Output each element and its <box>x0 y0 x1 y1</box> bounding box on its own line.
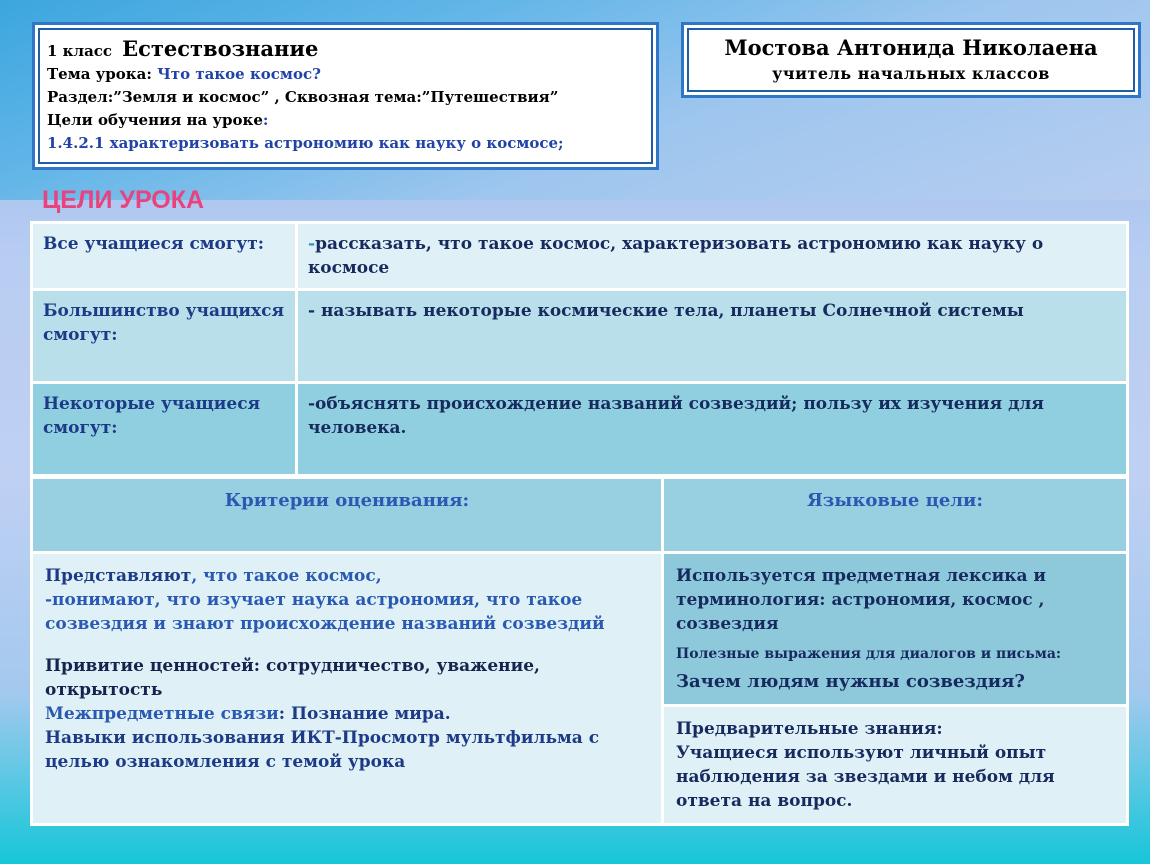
criteria-table <box>30 476 1129 826</box>
who-cell: Большинство учащихся смогут: <box>32 290 297 383</box>
what-cell: -объяснять происхождение названий созвездий; пользу их изучения для человека. <box>297 383 1128 476</box>
goal-row: 1.4.2.1 характеризовать астрономию как науку о космосе; <box>47 134 564 152</box>
grade-subject-row <box>47 37 642 63</box>
criteria-line-1 <box>45 564 649 588</box>
criteria-line-5: Навыки использования ИКТ-Просмотр мультфильма с целью ознакомления с темой урока <box>45 728 600 772</box>
goals-table <box>30 221 1129 477</box>
subject: Естествознание <box>122 36 319 61</box>
criteria-cell <box>32 553 663 825</box>
prior-knowledge-title: Предварительные знания: <box>676 719 943 739</box>
dash: - <box>308 234 316 254</box>
criteria-what-space: , что такое космос, <box>191 566 382 586</box>
who-cell: Некоторые учащиеся смогут: <box>32 383 297 476</box>
goals-heading: ЦЕЛИ УРОКА <box>42 186 205 214</box>
language-goals-cell <box>663 553 1128 706</box>
criteria-line-3: Привитие ценностей: сотрудничество, уважение, открытость <box>45 656 540 700</box>
what-text: рассказать, что такое космос, характеризовать астрономию как науку о космосе <box>308 234 1044 278</box>
question-text: Зачем людям нужны созвездия? <box>676 671 1025 692</box>
goals-label: Цели обучения на уроке <box>47 111 263 129</box>
prior-knowledge-cell <box>663 706 1128 825</box>
goals-label-row <box>47 109 642 132</box>
criteria-line-4 <box>45 702 649 726</box>
section-row: Раздел:”Земля и космос” , Сквозная тема:”Путешествия” <box>47 88 559 106</box>
table-row <box>32 290 1128 383</box>
what-cell: - называть некоторые космические тела, планеты Солнечной системы <box>297 290 1128 383</box>
language-goals-header: Языковые цели: <box>663 478 1128 553</box>
interdisciplinary-label: Межпредметные связи <box>45 704 279 724</box>
criteria-row <box>32 553 1128 706</box>
who-cell: Все учащиеся смогут: <box>32 223 297 290</box>
what-cell <box>297 223 1128 290</box>
lexicon-text: Используется предметная лексика и терминология: астрономия, космос , созвездия <box>676 566 1047 634</box>
criteria-header: Критерии оценивания: <box>32 478 663 553</box>
criteria-represent: Представляют <box>45 566 192 586</box>
topic-value: Что такое космос? <box>157 65 321 83</box>
goals-colon: : <box>262 111 269 129</box>
topic-label: Тема урока: <box>47 65 152 83</box>
teacher-name: Мостова Антонида Николаена <box>724 35 1098 60</box>
criteria-line-2: -понимают, что изучает наука астрономия, что такое созвездия и знают происхождение названий созвездий <box>45 590 605 634</box>
teacher-role: учитель начальных классов <box>772 64 1050 83</box>
lesson-info-box <box>32 22 659 170</box>
teacher-box <box>681 22 1141 98</box>
grade: 1 класс <box>47 42 113 60</box>
spacer <box>45 636 649 654</box>
topic-row <box>47 63 642 86</box>
table-row <box>32 223 1128 290</box>
table-row <box>32 383 1128 476</box>
interdisciplinary-value: : Познание мира. <box>278 704 451 724</box>
criteria-header-row <box>32 478 1128 553</box>
prior-knowledge-body: Учащиеся используют личный опыт наблюдения за звездами и небом для ответа на вопрос. <box>676 743 1055 811</box>
useful-phrases-label: Полезные выражения для диалогов и письма: <box>676 646 1062 662</box>
